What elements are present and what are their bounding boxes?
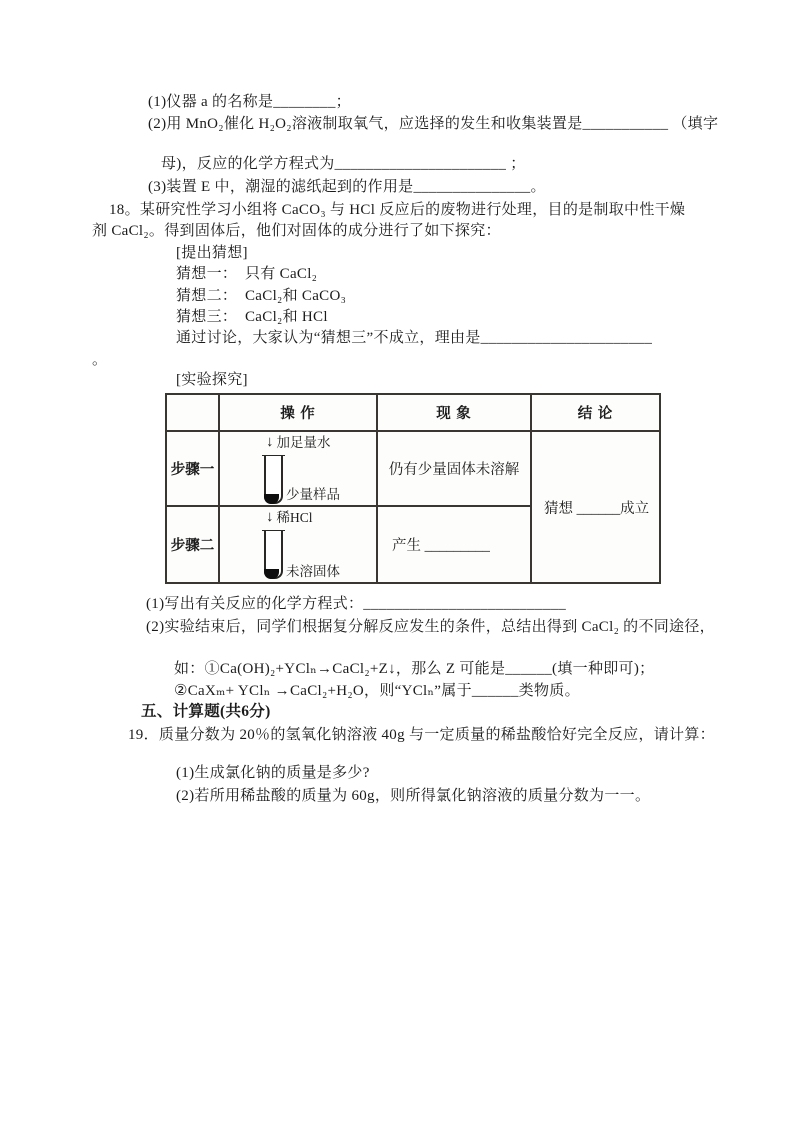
table-header-conclusion: 结 论	[532, 395, 659, 432]
table-row1-phenomenon: 仍有少量固体未溶解	[378, 432, 532, 507]
down-arrow-icon: ↓	[266, 434, 274, 450]
q19-part2: (2)若所用稀盐酸的质量为 60g，则所得氯化钠溶液的质量分数为一一。	[176, 788, 651, 804]
experiment-table	[165, 393, 661, 584]
q18-guess1: 猜想一： 只有 CaCl₂	[176, 266, 318, 282]
add-water-label: 加足量水	[276, 435, 331, 450]
table-header-phenomenon: 现 象	[378, 395, 532, 432]
table-row2-step-label: 步骤二	[167, 507, 220, 582]
table-conclusion-cell: 猜想 ______成立	[544, 500, 650, 517]
table-row1-step-label: 步骤一	[167, 432, 220, 507]
table-row2-operation-diagram	[220, 507, 378, 582]
section5-header: 五、计算题(共6分)	[141, 703, 271, 720]
q17-part3: (3)装置 E 中，潮湿的滤纸起到的作用是_______________。	[148, 179, 546, 195]
q19-part1: (1)生成氯化钠的质量是多少?	[176, 765, 370, 781]
add-water-annotation	[266, 435, 331, 451]
q18-example1: 如：①Ca(OH)₂+YClₙ→CaCl₂+Z↓，那么 Z 可能是______(填一种即可)；	[174, 661, 655, 677]
undissolved-solid-label: 未溶固体	[286, 564, 340, 579]
table-row1-operation-diagram	[220, 432, 378, 507]
table-header-operation: 操 作	[220, 395, 378, 432]
q17-part1: (1)仪器 a 的名称是________；	[148, 94, 351, 110]
test-tube-icon	[264, 530, 283, 579]
q18-intro-line1: 18。某研究性学习小组将 CaCO₃ 与 HCl 反应后的废物进行处理，目的是制取中性干燥	[109, 202, 686, 218]
q18-propose-header: [提出猜想]	[176, 245, 248, 261]
q18-guess3: 猜想三： CaCl₂和 HCl	[176, 309, 328, 325]
q18-sub2: (2)实验结束后，同学们根据复分解反应发生的条件，总结出得到 CaCl₂ 的不同途径，	[146, 619, 715, 635]
q19-intro: 19．质量分数为 20％的氢氧化钠溶液 40g 与一定质量的稀盐酸恰好完全反应，请计算：	[128, 727, 715, 743]
table-corner-cell	[167, 395, 220, 432]
q18-experiment-header: [实验探究]	[176, 372, 248, 388]
q18-intro-line2: 剂 CaCl₂。得到固体后，他们对固体的成分进行了如下探究：	[92, 223, 501, 239]
q18-discussion-tail: 。	[92, 352, 108, 368]
sample-label: 少量样品	[286, 487, 340, 502]
table-row2-phenomenon: 产生 _________	[378, 507, 532, 582]
test-tube-icon	[264, 455, 283, 504]
add-hcl-annotation	[266, 510, 313, 526]
down-arrow-icon: ↓	[266, 509, 274, 525]
q18-guess2: 猜想二： CaCl₂和 CaCO₃	[176, 288, 347, 304]
q17-part2: (2)用 MnO₂催化 H₂O₂溶液制取氧气，应选择的发生和收集装置是___________ （填字	[148, 116, 719, 132]
q18-sub1: (1)写出有关反应的化学方程式：__________________________	[146, 596, 567, 612]
add-hcl-label: 稀HCl	[276, 510, 313, 525]
q18-example2: ②CaXₘ+ YClₙ →CaCl₂+H₂O，则“YClₙ”属于______类物质。	[174, 683, 580, 699]
q17-part2-cont: 母)，反应的化学方程式为______________________ ；	[161, 156, 526, 172]
q18-discussion: 通过讨论，大家认为“猜想三”不成立，理由是______________________	[176, 330, 653, 346]
